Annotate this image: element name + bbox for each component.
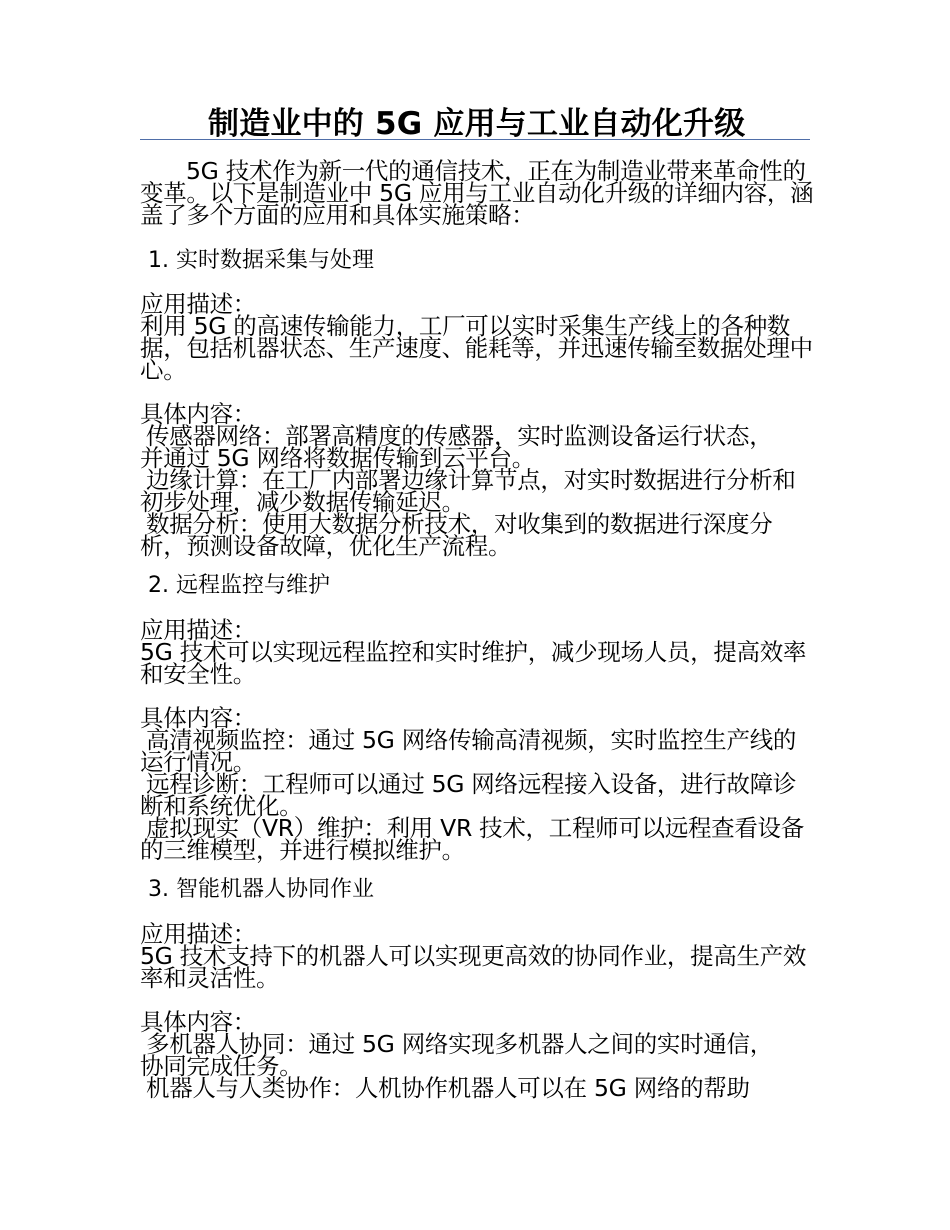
- section-3-item-1: [140, 1030, 780, 1080]
- section-2-item-3: [140, 814, 810, 864]
- section-1-heading: 1. 实时数据采集与处理: [148, 248, 374, 273]
- item-label: 机器人与人类协作：: [146, 1074, 355, 1102]
- item-text: 在工厂内部署边缘计算节点，对实时数据进行分析和初步处理，减少数据传输延迟。: [140, 466, 796, 516]
- section-1-content-label: 具体内容：: [140, 400, 256, 428]
- item-label: 虚拟现实（VR）维护：: [146, 814, 387, 842]
- document-title: 制造业中的 5G 应用与工业自动化升级: [208, 106, 746, 142]
- section-1-item-1: [140, 422, 790, 472]
- item-text: 使用大数据分析技术，对收集到的数据进行深度分析，预测设备故障，优化生产流程。: [140, 510, 773, 560]
- item-text: 工程师可以通过 5G 网络远程接入设备，进行故障诊断和系统优化。: [140, 770, 797, 820]
- item-text: 部署高精度的传感器，实时监测设备运行状态，并通过 5G 网络将数据传输到云平台。: [140, 422, 773, 472]
- section-3-desc-label: 应用描述：: [140, 920, 256, 948]
- section-1-item-2: [140, 466, 810, 516]
- item-label: 传感器网络：: [146, 422, 286, 450]
- section-2-desc: 5G 技术可以实现远程监控和实时维护，减少现场人员，提高效率和安全性。: [140, 638, 807, 688]
- section-2-heading: 2. 远程监控与维护: [148, 573, 330, 598]
- item-text: 人机协作机器人可以在 5G 网络的帮助: [354, 1074, 750, 1102]
- item-label: 数据分析：: [146, 510, 262, 538]
- section-3-content-label: 具体内容：: [140, 1008, 256, 1036]
- section-3-desc: 5G 技术支持下的机器人可以实现更高效的协同作业，提高生产效率和灵活性。: [140, 942, 807, 992]
- section-1-desc: 利用 5G 的高速传输能力，工厂可以实时采集生产线上的各种数据，包括机器状态、生产速度、能耗等，并迅速传输至数据处理中心。: [140, 312, 813, 384]
- intro-paragraph: 5G 技术作为新一代的通信技术，正在为制造业带来革命性的变革。以下是制造业中 5G 应用与工业自动化升级的详细内容，涵盖了多个方面的应用和具体实施策略：: [140, 157, 814, 229]
- item-text: 通过 5G 网络传输高清视频，实时监控生产线的运行情况。: [140, 726, 797, 776]
- item-label: 远程诊断：: [146, 770, 262, 798]
- section-1-desc-label: 应用描述：: [140, 290, 256, 318]
- item-text: 通过 5G 网络实现多机器人之间的实时通信，协同完成任务。: [140, 1030, 773, 1080]
- section-2-desc-label: 应用描述：: [140, 616, 256, 644]
- item-text: 利用 VR 技术，工程师可以远程查看设备的三维模型，并进行模拟维护。: [140, 814, 804, 864]
- section-2-item-1: [140, 726, 800, 776]
- item-label: 边缘计算：: [146, 466, 262, 494]
- section-3-item-2: [140, 1074, 810, 1102]
- section-1-item-3: [140, 510, 810, 560]
- item-label: 高清视频监控：: [146, 726, 309, 754]
- section-2-item-2: [140, 770, 800, 820]
- item-label: 多机器人协同：: [146, 1030, 309, 1058]
- section-2-content-label: 具体内容：: [140, 704, 256, 732]
- section-3-heading: 3. 智能机器人协同作业: [148, 877, 374, 902]
- title-underline: [140, 139, 810, 140]
